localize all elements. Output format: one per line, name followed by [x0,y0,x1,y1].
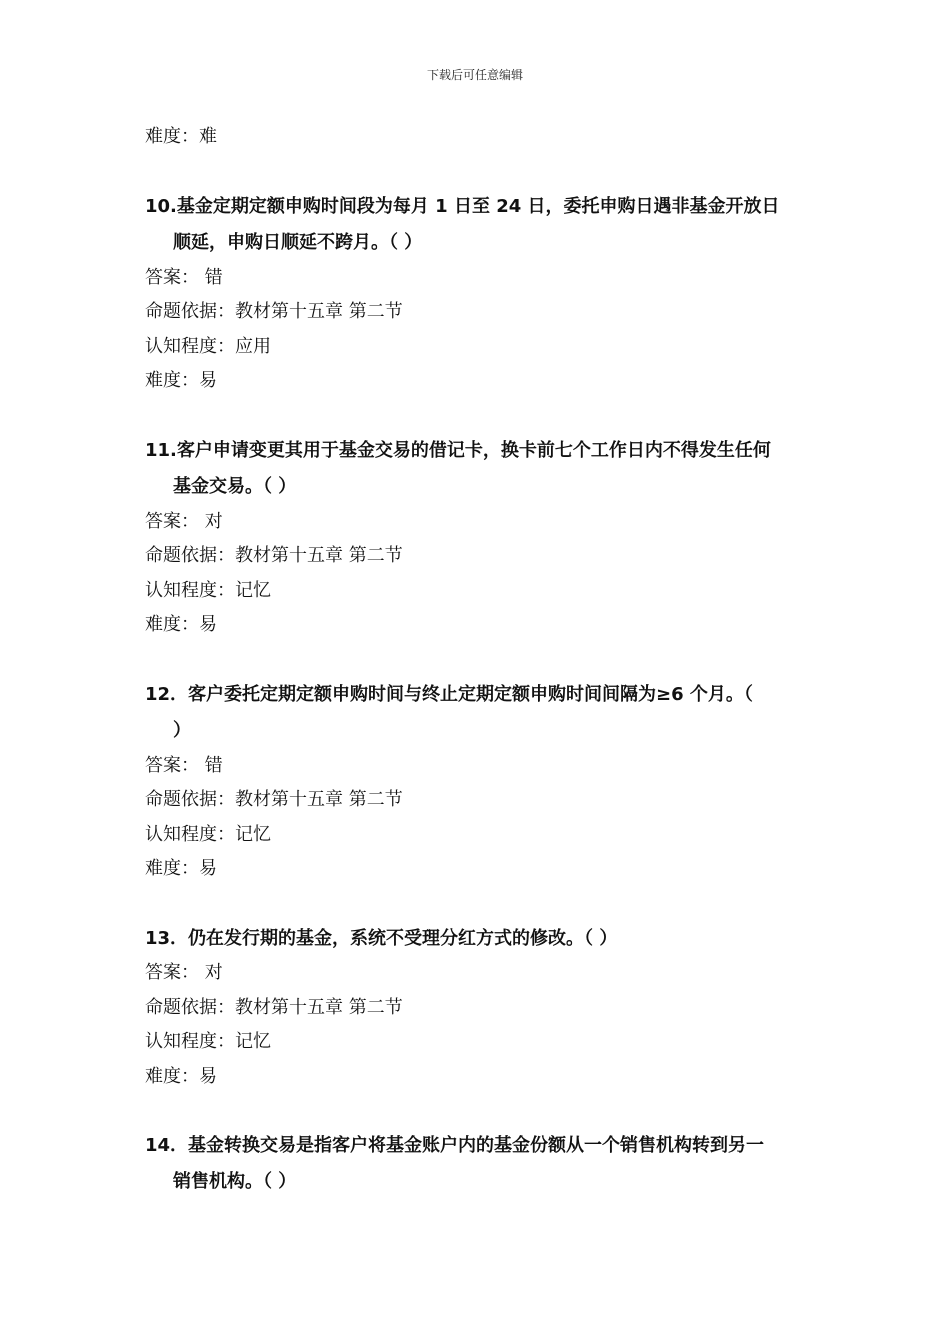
question-12-basis: 命题依据：教材第十五章 第二节 [145,789,403,810]
question-10-answer: 答案： 错 [145,267,223,288]
page-header: 下载后可任意编辑 [426,68,523,82]
question-10-difficulty: 难度：易 [145,370,217,391]
question-11-cognition: 认知程度：记忆 [145,580,271,601]
question-11-line2: 基金交易。（ ） [173,476,297,497]
question-12-difficulty: 难度：易 [145,858,217,879]
question-13-line1: 13．仍在发行期的基金，系统不受理分红方式的修改。（ ） [145,928,618,949]
question-12-answer: 答案： 错 [145,755,223,776]
question-11-difficulty: 难度：易 [145,614,217,635]
question-13-difficulty: 难度：易 [145,1066,217,1087]
question-13-basis: 命题依据：教材第十五章 第二节 [145,997,403,1018]
question-11-basis: 命题依据：教材第十五章 第二节 [145,545,403,566]
top-difficulty: 难度：难 [145,126,217,147]
question-14-line2: 销售机构。（ ） [173,1171,297,1192]
question-10-cognition: 认知程度：应用 [145,336,271,357]
question-12-line2: ） [173,720,191,741]
question-11-line1: 11.客户申请变更其用于基金交易的借记卡，换卡前七个工作日内不得发生任何 [145,440,771,461]
question-11-answer: 答案： 对 [145,511,223,532]
question-13-cognition: 认知程度：记忆 [145,1031,271,1052]
question-14-line1: 14．基金转换交易是指客户将基金账户内的基金份额从一个销售机构转到另一 [145,1135,765,1156]
question-12-line1: 12．客户委托定期定额申购时间与终止定期定额申购时间间隔为≥6 个月。（ [145,684,753,705]
question-12-cognition: 认知程度：记忆 [145,824,271,845]
question-10-basis: 命题依据：教材第十五章 第二节 [145,301,403,322]
question-13-answer: 答案： 对 [145,962,223,983]
question-10-line1: 10.基金定期定额申购时间段为每月 1 日至 24 日，委托申购日遇非基金开放日 [145,196,780,217]
question-10-line2: 顺延，申购日顺延不跨月。（ ） [173,232,423,253]
